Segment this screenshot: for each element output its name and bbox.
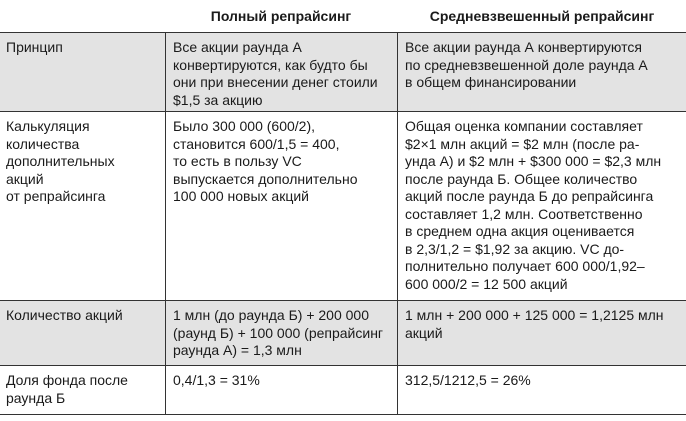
row-weighted-value: Общая оценка компании составляет $2×1 млн акций = $2 млн (после ра- унда А) и $2 млн + $300 000 = $2,3 млн после раунда Б. Общее количество акций после раунда Б до репрайсинга составляет 1,2 млн. Соответственно в среднем одна акция оценивается в 2,3/1,2 = $1,92 за акцию. VC до- полнительно получает 600 000/1,92– 600 000/2 = 12 500 акций — [405, 118, 662, 292]
row-full-value: 1 млн (до раунда Б) + 200 000 (раунд Б) + 100 000 (репрайсинг раунда А) = 1,3 млн — [173, 307, 384, 358]
row-label: Количество акций — [6, 307, 123, 323]
row-full-value: Все акции раунда А конвертируются, как будто бы они при внесении денег стоили $1,5 за акцию — [173, 39, 378, 108]
row-label: Доля фонда после раунда Б — [6, 372, 128, 406]
table-bottom-border — [0, 414, 686, 415]
table-row-principle — [0, 33, 686, 111]
table-row-fund-share — [0, 366, 686, 414]
row-label: Калькуляция количества дополнительных акций от репрайсинга — [6, 118, 115, 204]
row-weighted-value: 312,5/1212,5 = 26% — [405, 372, 531, 388]
header-full-repricing: Полный репрайсинг — [210, 8, 352, 24]
header-weighted-repricing: Средневзвешенный репрайсинг — [429, 8, 655, 24]
row-label: Принцип — [6, 39, 63, 55]
row-weighted-value: 1 млн + 200 000 + 125 000 = 1,2125 млн акций — [405, 307, 664, 341]
table-row-share-count — [0, 301, 686, 365]
row-full-value: 0,4/1,3 = 31% — [173, 372, 260, 388]
row-full-value: Было 300 000 (600/2), становится 600/1,5 = 400, то есть в пользу VC выпускается дополнительно 100 000 новых акций — [173, 118, 358, 204]
column-divider — [397, 32, 398, 414]
column-divider — [165, 32, 166, 414]
row-weighted-value: Все акции раунда А конвертируются по средневзвешенной доле раунда А в общем финансировании — [405, 39, 648, 90]
table-row-calculation — [0, 112, 686, 300]
